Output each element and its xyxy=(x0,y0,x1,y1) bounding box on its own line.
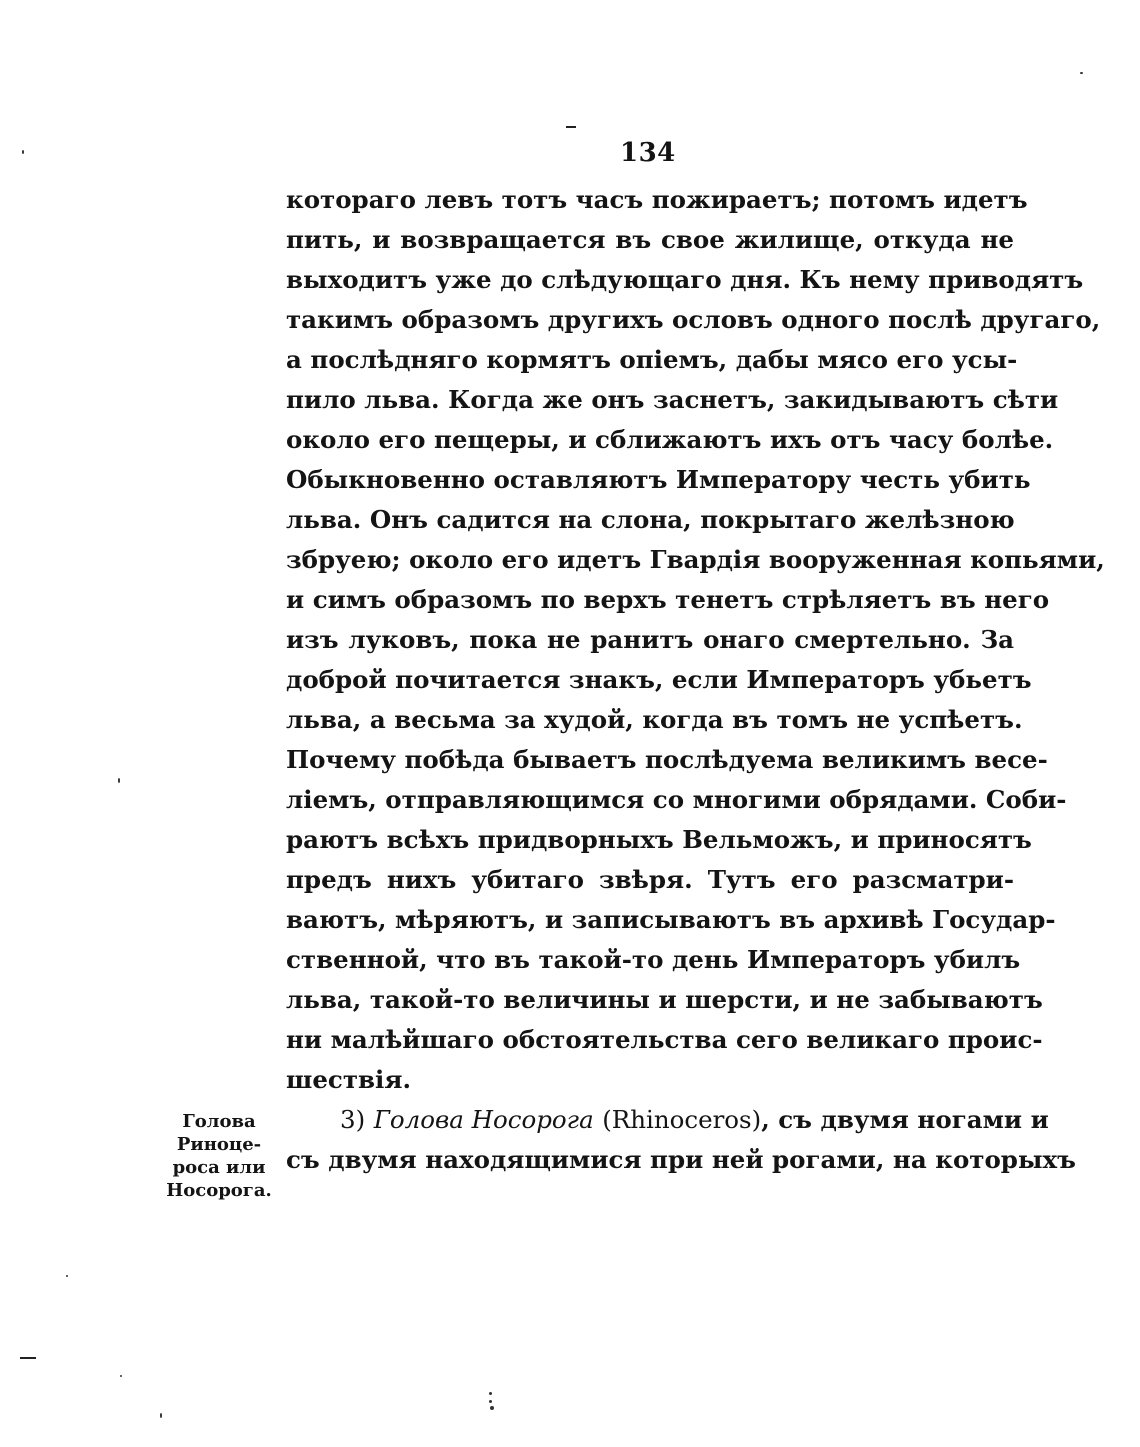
text-line: выходитъ уже до слѣдующаго дня. Къ нему приводятъ xyxy=(286,265,1084,294)
scan-artifact-speck xyxy=(66,1275,68,1277)
text-line: пило льва. Когда же онъ заснетъ, закидываютъ сѣти xyxy=(286,385,1059,414)
italic-title: Голова Носорога xyxy=(373,1105,594,1134)
scan-artifact-speck xyxy=(118,778,120,783)
text-line: раютъ всѣхъ придворныхъ Вельможъ, и приносятъ xyxy=(286,825,1032,854)
marginal-note-line: Голова xyxy=(182,1111,256,1132)
text-line: льва, такой-то величины и шерсти, и не забываютъ xyxy=(286,985,1043,1014)
marginal-note xyxy=(158,1110,280,1202)
text-line: около его пещеры, и сближаютъ ихъ отъ часу болѣе. xyxy=(286,425,1054,454)
text-line: шествія. xyxy=(286,1065,411,1094)
scan-artifact-speck xyxy=(489,1400,492,1403)
scan-artifact-speck xyxy=(490,1406,494,1410)
text-line: ліемъ, отправляющимся со многими обрядами. Соби- xyxy=(286,785,1067,814)
text-line: предъ нихъ убитаго звѣря. Тутъ его разсматри- xyxy=(286,865,1014,894)
text-line: льва. Онъ садится на слона, покрытаго желѣзною xyxy=(286,505,1015,534)
page-number: 134 xyxy=(620,138,676,168)
paragraph-number: 3) xyxy=(340,1105,366,1134)
text-line: доброй почитается знакъ, если Императоръ убьетъ xyxy=(286,665,1032,694)
scan-artifact-dash xyxy=(20,1357,36,1359)
scan-artifact-speck xyxy=(160,1413,162,1418)
text-line: изъ луковъ, пока не ранитъ онаго смертельно. За xyxy=(286,625,1014,654)
scan-artifact-dash xyxy=(566,126,576,128)
text-line: збруею; около его идетъ Гвардія вооруженная копьями, xyxy=(286,545,1105,574)
marginal-note-line: Риноце- xyxy=(176,1134,262,1155)
paragraph-2-first-line xyxy=(286,1100,1049,1140)
latin-name: (Rhinoceros) xyxy=(602,1105,762,1134)
text-line: ваютъ, мѣряютъ, и записываютъ въ архивѣ Государ- xyxy=(286,905,1056,934)
marginal-note-line: роса или xyxy=(172,1157,266,1178)
text-line: ственной, что въ такой-то день Императоръ убилъ xyxy=(286,945,1021,974)
marginal-note-line: Носорога. xyxy=(166,1180,272,1201)
text-line: и симъ образомъ по верхъ тенетъ стрѣляетъ въ него xyxy=(286,585,1050,614)
text-line: Обыкновенно оставляютъ Императору честь убить xyxy=(286,465,1031,494)
text-line: а послѣдняго кормятъ опіемъ, дабы мясо его усы- xyxy=(286,345,1018,374)
scan-artifact-speck xyxy=(22,150,24,154)
body-text xyxy=(286,180,1105,1180)
text-line: съ двумя находящимися при ней рогами, на которыхъ xyxy=(286,1145,1076,1174)
text-line: ни малѣйшаго обстоятельства сего великаго проис- xyxy=(286,1025,1043,1054)
text-line: пить, и возвращается въ свое жилище, откуда не xyxy=(286,225,1014,254)
scan-artifact-speck xyxy=(1080,72,1083,74)
scan-artifact-speck xyxy=(489,1392,492,1395)
text-line: льва, а весьма за худой, когда въ томъ не успѣетъ. xyxy=(286,705,1023,734)
text-line: котораго левъ тотъ часъ пожираетъ; потомъ идетъ xyxy=(286,185,1028,214)
text-line: такимъ образомъ другихъ ословъ одного послѣ другаго, xyxy=(286,305,1101,334)
text-line: Почему побѣда бываетъ послѣдуема великимъ весе- xyxy=(286,745,1048,774)
paragraph-2-rest: , съ двумя ногами и xyxy=(761,1105,1049,1134)
scan-artifact-speck xyxy=(120,1375,122,1377)
